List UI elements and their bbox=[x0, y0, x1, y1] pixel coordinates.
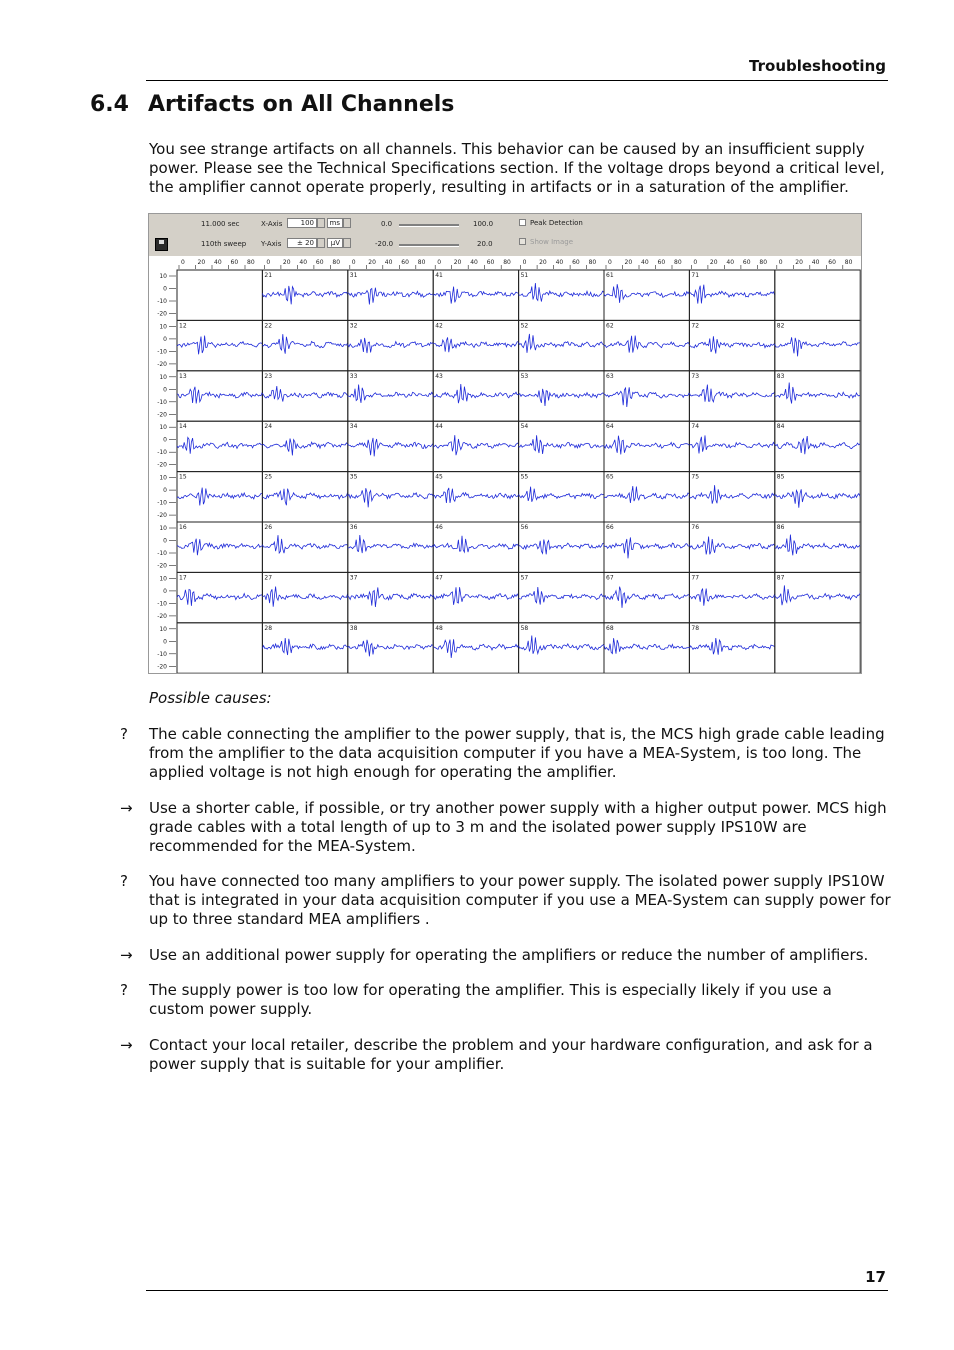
item-6-marker: → bbox=[120, 1036, 133, 1054]
plot-background bbox=[149, 256, 861, 673]
xaxis-label: X-Axis bbox=[261, 220, 283, 228]
x-tick-label: 40 bbox=[726, 259, 735, 266]
channel-label: 46 bbox=[435, 524, 443, 531]
item-6-text: Contact your local retailer, describe the problem and your hardware configuration, and ask for a power supply that is suitable for your amplifier. bbox=[149, 1036, 873, 1073]
x-tick-label: 80 bbox=[332, 259, 341, 266]
x-tick-label: 0 bbox=[351, 259, 356, 266]
yaxis-value-field[interactable]: ± 20 bbox=[287, 238, 317, 248]
show-image-label: Show Image bbox=[530, 238, 574, 246]
item-5-text: The supply power is too low for operating the amplifier. This is especially likely if you use a custom power supply. bbox=[149, 981, 832, 1018]
y-tick-label: 10 bbox=[159, 273, 167, 280]
channel-label: 26 bbox=[264, 524, 273, 531]
channel-label: 25 bbox=[264, 473, 273, 481]
slider2-max: 20.0 bbox=[477, 240, 493, 248]
x-tick-label: 0 bbox=[778, 259, 783, 266]
x-tick-label: 80 bbox=[674, 259, 682, 266]
y-tick-label: 10 bbox=[159, 575, 167, 583]
section-title: Artifacts on All Channels bbox=[148, 92, 455, 117]
y-tick-label: -20 bbox=[157, 310, 167, 318]
channel-label: 71 bbox=[691, 272, 700, 279]
channel-label: 82 bbox=[776, 322, 785, 330]
x-tick-label: 20 bbox=[282, 259, 291, 266]
channel-label: 23 bbox=[264, 372, 273, 380]
section-heading bbox=[90, 92, 454, 117]
slider1-min: 0.0 bbox=[381, 220, 393, 228]
save-icon[interactable] bbox=[155, 238, 168, 251]
channel-label: 32 bbox=[349, 322, 358, 330]
x-tick-label: 80 bbox=[247, 259, 255, 266]
yaxis-spin-button[interactable] bbox=[317, 238, 325, 248]
channel-label: 64 bbox=[606, 423, 614, 431]
mea-channel-grid bbox=[149, 256, 861, 673]
y-tick-label: -10 bbox=[157, 298, 167, 305]
channel-label: 43 bbox=[435, 372, 443, 380]
y-tick-label: 0 bbox=[163, 335, 167, 343]
channel-label: 16 bbox=[179, 524, 187, 531]
y-tick-label: -10 bbox=[157, 550, 167, 557]
xaxis-value-field[interactable]: 100 bbox=[287, 218, 317, 228]
y-tick-label: 0 bbox=[163, 285, 167, 293]
y-tick-label: -10 bbox=[157, 650, 167, 658]
channel-label: 31 bbox=[349, 272, 358, 279]
item-3-text: You have connected too many amplifiers to your power supply. The isolated power supply IPS10W that is integrated in your data acquisition computer if you use a MEA-System can supply power for up to three standard MEA amplifiers . bbox=[149, 872, 891, 928]
xaxis-spin-button[interactable] bbox=[317, 218, 325, 228]
channel-label: 12 bbox=[179, 322, 187, 330]
yaxis-unit-button[interactable] bbox=[343, 238, 351, 248]
channel-label: 28 bbox=[264, 624, 273, 632]
slider2-track[interactable] bbox=[399, 244, 459, 247]
channel-label: 44 bbox=[435, 423, 443, 431]
channel-label: 72 bbox=[691, 322, 700, 330]
channel-label: 22 bbox=[264, 322, 273, 330]
item-2-text: Use a shorter cable, if possible, or try another power supply with a higher output power. MCS high grade cables with a total length of up to 3 m and the isolated power supply IPS10W are recommended for the MEA-System. bbox=[149, 799, 887, 855]
intro-paragraph: You see strange artifacts on all channels. This behavior can be caused by an insufficient supply power. Please see the Technical Specifications section. If the voltage drops beyond a critical level, the amplifier cannot operate properly, resulting in artifacts or in a saturation of the amplifier. bbox=[149, 140, 885, 196]
channel-label: 86 bbox=[776, 524, 785, 531]
x-tick-label: 20 bbox=[795, 259, 803, 266]
item-2-marker: → bbox=[120, 799, 133, 817]
slider1-track[interactable] bbox=[399, 224, 459, 227]
channel-label: 53 bbox=[520, 372, 529, 380]
channel-label: 65 bbox=[606, 473, 614, 481]
x-tick-label: 60 bbox=[401, 259, 409, 266]
channel-label: 51 bbox=[520, 272, 529, 279]
channel-label: 78 bbox=[691, 624, 700, 632]
y-tick-label: -10 bbox=[157, 449, 167, 457]
channel-label: 24 bbox=[264, 423, 273, 431]
yaxis-label: Y-Axis bbox=[261, 240, 282, 248]
slider2-min: -20.0 bbox=[375, 240, 394, 248]
y-tick-label: -20 bbox=[157, 512, 167, 520]
channel-label: 17 bbox=[179, 574, 187, 582]
x-tick-label: 20 bbox=[197, 259, 206, 266]
y-tick-label: 10 bbox=[159, 474, 167, 482]
channel-label: 48 bbox=[435, 624, 443, 632]
figure-toolbar bbox=[149, 214, 861, 256]
x-tick-label: 40 bbox=[811, 259, 820, 266]
x-tick-label: 60 bbox=[315, 259, 324, 266]
y-tick-label: 0 bbox=[163, 386, 167, 394]
channel-label: 74 bbox=[691, 423, 700, 431]
x-tick-label: 40 bbox=[470, 259, 478, 266]
item-4-marker: → bbox=[120, 946, 133, 964]
channel-label: 45 bbox=[435, 473, 443, 481]
y-tick-label: 10 bbox=[159, 525, 167, 532]
item-1-marker: ? bbox=[120, 725, 128, 743]
x-tick-label: 60 bbox=[828, 259, 836, 266]
header-rule bbox=[146, 80, 888, 81]
channel-label: 66 bbox=[606, 524, 614, 531]
peak-detection-checkbox[interactable] bbox=[519, 219, 526, 226]
channel-label: 41 bbox=[435, 272, 443, 279]
item-4-text: Use an additional power supply for operating the amplifiers or reduce the number of amplifiers. bbox=[149, 946, 869, 964]
x-tick-label: 40 bbox=[641, 259, 649, 266]
x-tick-label: 20 bbox=[624, 259, 633, 266]
x-tick-label: 20 bbox=[368, 259, 376, 266]
channel-label: 76 bbox=[691, 524, 700, 531]
channel-label: 63 bbox=[606, 372, 614, 380]
y-tick-label: -10 bbox=[157, 600, 167, 608]
channel-label: 77 bbox=[691, 574, 700, 582]
show-image-checkbox[interactable] bbox=[519, 238, 526, 245]
y-tick-label: 0 bbox=[163, 436, 167, 444]
x-tick-label: 40 bbox=[214, 259, 222, 266]
x-tick-label: 60 bbox=[486, 259, 495, 266]
y-tick-label: 0 bbox=[163, 487, 167, 495]
channel-label: 35 bbox=[349, 473, 358, 481]
channel-label: 36 bbox=[349, 524, 358, 531]
channel-label: 27 bbox=[264, 574, 273, 582]
time-readout: 11.000 sec bbox=[201, 220, 240, 228]
channel-label: 84 bbox=[776, 423, 785, 431]
y-tick-label: 10 bbox=[159, 323, 167, 331]
x-tick-label: 60 bbox=[230, 259, 239, 266]
channel-label: 62 bbox=[606, 322, 614, 330]
channel-label: 34 bbox=[349, 423, 358, 431]
x-tick-label: 0 bbox=[266, 259, 271, 266]
y-tick-label: 10 bbox=[159, 625, 167, 633]
x-tick-label: 0 bbox=[693, 259, 698, 266]
x-tick-label: 60 bbox=[657, 259, 666, 266]
y-tick-label: -20 bbox=[157, 562, 167, 570]
mea-screenshot-figure bbox=[148, 213, 862, 674]
x-tick-label: 20 bbox=[539, 259, 547, 266]
xaxis-unit-select[interactable]: ms bbox=[327, 218, 343, 228]
channel-label: 15 bbox=[179, 473, 187, 481]
x-tick-label: 80 bbox=[417, 259, 426, 266]
channel-label: 61 bbox=[606, 272, 614, 279]
item-5-marker: ? bbox=[120, 981, 128, 999]
sweep-readout: 110th sweep bbox=[201, 240, 247, 248]
y-tick-label: -20 bbox=[157, 663, 167, 671]
x-tick-label: 60 bbox=[572, 259, 580, 266]
y-tick-label: 0 bbox=[163, 537, 167, 545]
y-tick-label: -10 bbox=[157, 398, 167, 406]
y-tick-label: 0 bbox=[163, 587, 167, 595]
x-tick-label: 60 bbox=[742, 259, 751, 266]
yaxis-unit-select[interactable]: µV bbox=[327, 238, 343, 248]
channel-label: 13 bbox=[179, 372, 187, 380]
x-tick-label: 80 bbox=[844, 259, 853, 266]
x-tick-label: 0 bbox=[522, 259, 527, 266]
channel-label: 57 bbox=[520, 574, 529, 582]
channel-label: 14 bbox=[179, 423, 187, 431]
channel-label: 33 bbox=[349, 372, 358, 380]
footer-rule bbox=[146, 1290, 888, 1291]
channel-label: 54 bbox=[520, 423, 529, 431]
x-tick-label: 20 bbox=[453, 259, 462, 266]
y-tick-label: -20 bbox=[157, 411, 167, 419]
y-tick-label: 10 bbox=[159, 373, 167, 381]
channel-label: 56 bbox=[520, 524, 529, 531]
slider1-max: 100.0 bbox=[473, 220, 494, 228]
y-tick-label: 10 bbox=[159, 424, 167, 432]
channel-label: 58 bbox=[520, 624, 529, 632]
item-1-text: The cable connecting the amplifier to the power supply, that is, the MCS high grade cable leading from the amplifier to the data acquisition computer if you have a MEA-System, is too long. The applied voltage is not high enough for operating the amplifier. bbox=[149, 725, 885, 781]
peak-detection-label: Peak Detection bbox=[530, 219, 583, 227]
y-tick-label: -20 bbox=[157, 612, 167, 620]
page-number: 17 bbox=[865, 1268, 886, 1286]
section-number: 6.4 bbox=[90, 92, 129, 117]
channel-label: 38 bbox=[349, 624, 358, 632]
item-3-marker: ? bbox=[120, 872, 128, 890]
y-tick-label: -10 bbox=[157, 499, 167, 507]
running-header: Troubleshooting bbox=[749, 57, 886, 75]
channel-label: 42 bbox=[435, 322, 443, 330]
x-tick-label: 40 bbox=[384, 259, 393, 266]
x-tick-label: 0 bbox=[608, 259, 612, 266]
channel-label: 55 bbox=[520, 473, 529, 481]
x-tick-label: 80 bbox=[503, 259, 511, 266]
x-tick-label: 20 bbox=[709, 259, 718, 266]
channel-label: 75 bbox=[691, 473, 700, 481]
x-tick-label: 40 bbox=[555, 259, 564, 266]
channel-label: 68 bbox=[606, 624, 614, 632]
channel-label: 67 bbox=[606, 574, 614, 582]
channel-label: 21 bbox=[264, 272, 273, 279]
possible-causes-caption: Possible causes: bbox=[149, 689, 272, 707]
channel-label: 83 bbox=[776, 372, 785, 380]
x-tick-label: 0 bbox=[437, 259, 442, 266]
y-tick-label: -20 bbox=[157, 461, 167, 469]
y-tick-label: -20 bbox=[157, 360, 167, 368]
channel-label: 85 bbox=[776, 473, 785, 481]
x-tick-label: 40 bbox=[299, 259, 308, 266]
channel-label: 47 bbox=[435, 574, 443, 582]
channel-label: 87 bbox=[776, 574, 785, 582]
y-tick-label: -10 bbox=[157, 348, 167, 356]
y-tick-label: 0 bbox=[163, 638, 167, 646]
channel-label: 52 bbox=[520, 322, 529, 330]
channel-label: 37 bbox=[349, 574, 358, 582]
x-tick-label: 80 bbox=[588, 259, 597, 266]
x-tick-label: 80 bbox=[759, 259, 768, 266]
channel-label: 73 bbox=[691, 372, 700, 380]
xaxis-unit-button[interactable] bbox=[343, 218, 351, 228]
x-tick-label: 0 bbox=[181, 259, 185, 266]
